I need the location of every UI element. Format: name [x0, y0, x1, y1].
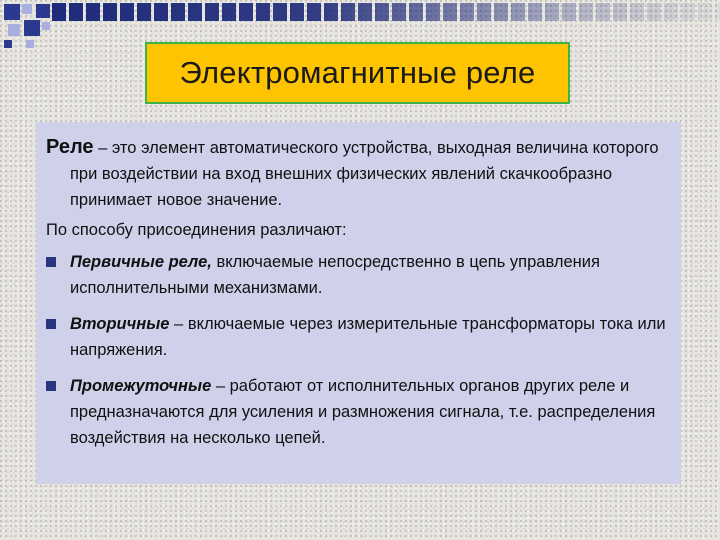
square-bullet-icon: [46, 257, 56, 267]
type-name: Первичные реле,: [70, 253, 212, 271]
relay-types-list: [46, 249, 671, 451]
type-description: включаемые непосредственно в цепь управления исполнительными механизмами.: [70, 253, 600, 297]
slide-title: Электромагнитные реле: [179, 55, 536, 90]
header-bar-decoration: [52, 3, 720, 21]
list-item: [46, 311, 671, 363]
square-bullet-icon: [46, 319, 56, 329]
corner-decoration: [0, 0, 60, 50]
definition-term: Реле: [46, 136, 94, 158]
list-item: [46, 373, 671, 451]
slide-title-box: [145, 42, 570, 104]
list-item: [46, 249, 671, 301]
type-description: – включаемые через измерительные трансформаторы тока или напряжения.: [70, 315, 666, 359]
square-bullet-icon: [46, 381, 56, 391]
classification-intro: По способу присоединения различают:: [46, 221, 347, 239]
definition-text: – это элемент автоматического устройства, выходная величина которого при воздействии на вход внешних физических явлений скачкообразно принимает новое значение.: [70, 139, 659, 209]
content-panel: [36, 122, 681, 484]
definition-paragraph: [46, 134, 671, 213]
type-name: Вторичные: [70, 315, 170, 333]
type-name: Промежуточные: [70, 377, 212, 395]
type-description: – работают от исполнительных органов других реле и предназначаются для усиления и размножения сигнала, т.е. распределения воздействия на несколько цепей.: [70, 377, 656, 447]
